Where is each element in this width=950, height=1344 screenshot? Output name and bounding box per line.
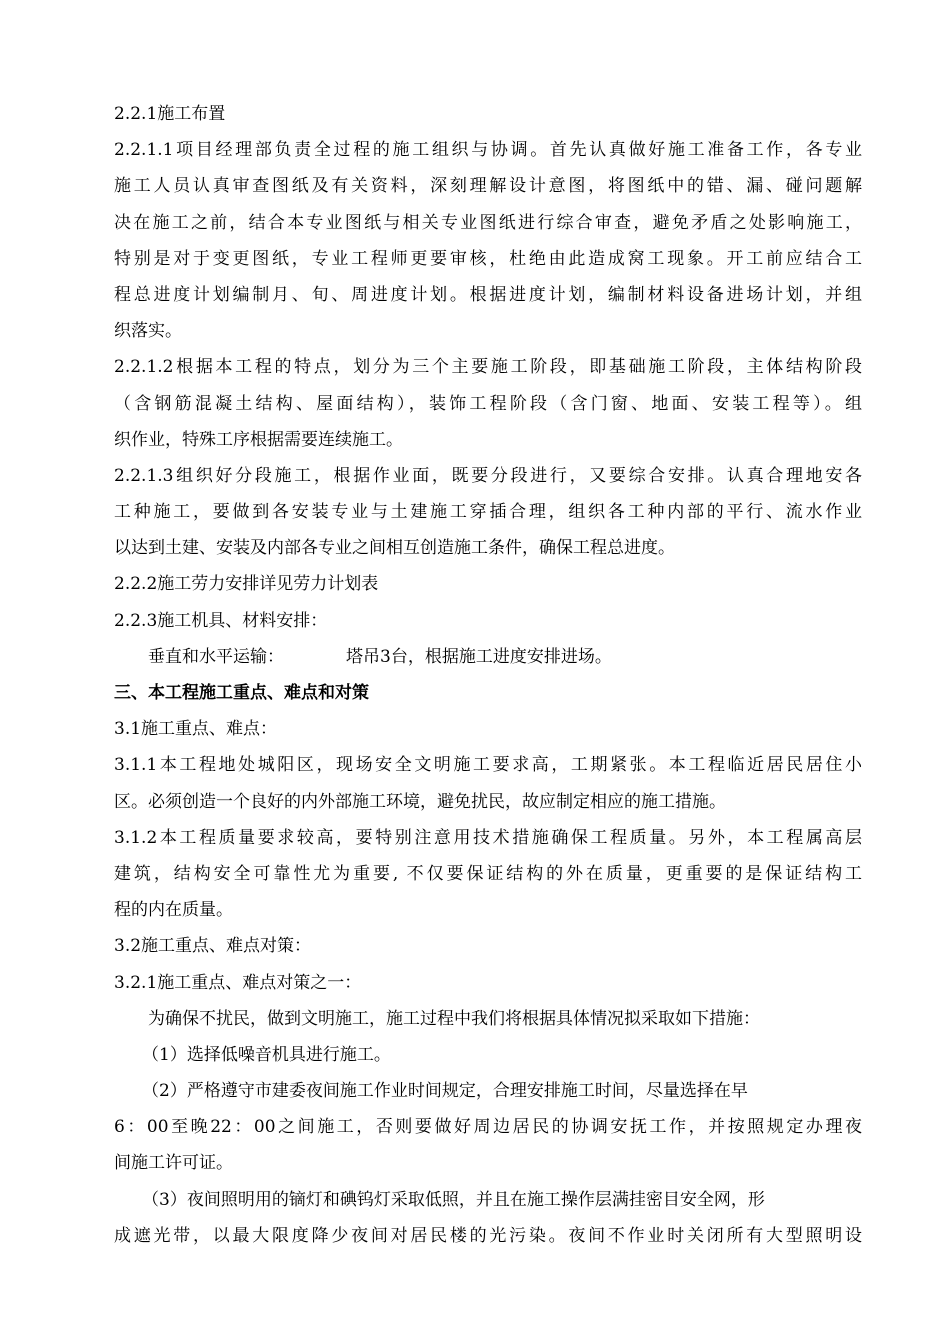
transport-label: 垂直和水平运输： [148, 646, 284, 667]
paragraph-line: （含钢筋混凝土结构、屋面结构），装饰工程阶段（含门窗、地面、安装工程等）。组 [114, 393, 862, 414]
paragraph-line: 6：00至晚22：00之间施工，否则要做好周边居民的协调安抚工作，并按照规定办理夜 [114, 1117, 862, 1138]
paragraph-line: 工种施工，要做到各安装专业与土建施工穿插合理，组织各工种内部的平行、流水作业 [114, 502, 862, 523]
paragraph-line: 决在施工之前，结合本专业图纸与相关专业图纸进行综合审查，避免矛盾之处影响施工， [114, 212, 862, 233]
paragraph-line: 为确保不扰民，做到文明施工，施工过程中我们将根据具体情况拟采取如下措施： [148, 1008, 760, 1029]
section-heading-3-2-1: 3.2.1施工重点、难点对策之一： [114, 972, 362, 993]
paragraph-line: 2.2.1.1项目经理部负责全过程的施工组织与协调。首先认真做好施工准备工作，各专业 [114, 140, 862, 161]
transport-row [114, 639, 862, 675]
paragraph-line: 以达到土建、安装及内部各专业之间相互创造施工条件，确保工程总进度。 [114, 538, 675, 559]
section-heading-2-2-1: 2.2.1施工布置 [114, 104, 226, 124]
chapter-heading: 三、本工程施工重点、难点和对策 [114, 683, 369, 703]
list-item-3: （3）夜间照明用的镝灯和碘钨灯采取低照，并且在施工操作层满挂密目安全网，形 [142, 1189, 765, 1210]
paragraph-line: 程的内在质量。 [114, 900, 233, 921]
paragraph-line: 织作业，特殊工序根据需要连续施工。 [114, 429, 403, 450]
list-item-1: （1）选择低噪音机具进行施工。 [142, 1044, 391, 1065]
paragraph-line: 建筑，结构安全可靠性尤为重要, 不仅要保证结构的外在质量，更重要的是保证结构工 [114, 863, 862, 884]
section-heading-2-2-2: 2.2.2施工劳力安排详见劳力计划表 [114, 574, 379, 595]
paragraph-line: 程总进度计划编制月、旬、周进度计划。根据进度计划，编制材料设备进场计划，并组 [114, 284, 862, 305]
section-heading-3-2: 3.2施工重点、难点对策： [114, 936, 312, 957]
section-heading-3-1: 3.1施工重点、难点： [114, 719, 278, 740]
paragraph-line: 2.2.1.3组织好分段施工，根据作业面，既要分段进行，又要综合安排。认真合理地安各 [114, 465, 862, 486]
document-body [114, 96, 862, 1254]
paragraph-line: 成遮光带，以最大限度降少夜间对居民楼的光污染。夜间不作业时关闭所有大型照明设 [114, 1225, 862, 1246]
transport-value: 塔吊3台，根据施工进度安排进场。 [346, 646, 612, 667]
paragraph-line: 2.2.1.2根据本工程的特点，划分为三个主要施工阶段，即基础施工阶段，主体结构阶段 [114, 357, 862, 378]
paragraph-line: 3.1.1本工程地处城阳区，现场安全文明施工要求高，工期紧张。本工程临近居民居住小 [114, 755, 862, 776]
paragraph-line: 间施工许可证。 [114, 1153, 233, 1174]
paragraph-line: 织落实。 [114, 321, 182, 342]
paragraph-line: 施工人员认真审查图纸及有关资料，深刻理解设计意图，将图纸中的错、漏、碰问题解 [114, 176, 862, 197]
list-item-2: （2）严格遵守市建委夜间施工作业时间规定，合理安排施工时间，尽量选择在早 [142, 1081, 748, 1102]
paragraph-line: 区。必须创造一个良好的内外部施工环境，避免扰民，故应制定相应的施工措施。 [114, 791, 726, 812]
paragraph-line: 3.1.2本工程质量要求较高，要特别注意用技术措施确保工程质量。另外，本工程属高层 [114, 827, 862, 848]
section-heading-2-2-3: 2.2.3施工机具、材料安排： [114, 610, 328, 631]
paragraph-line: 特别是对于变更图纸，专业工程师更要审核，杜绝由此造成窝工现象。开工前应结合工 [114, 248, 862, 269]
